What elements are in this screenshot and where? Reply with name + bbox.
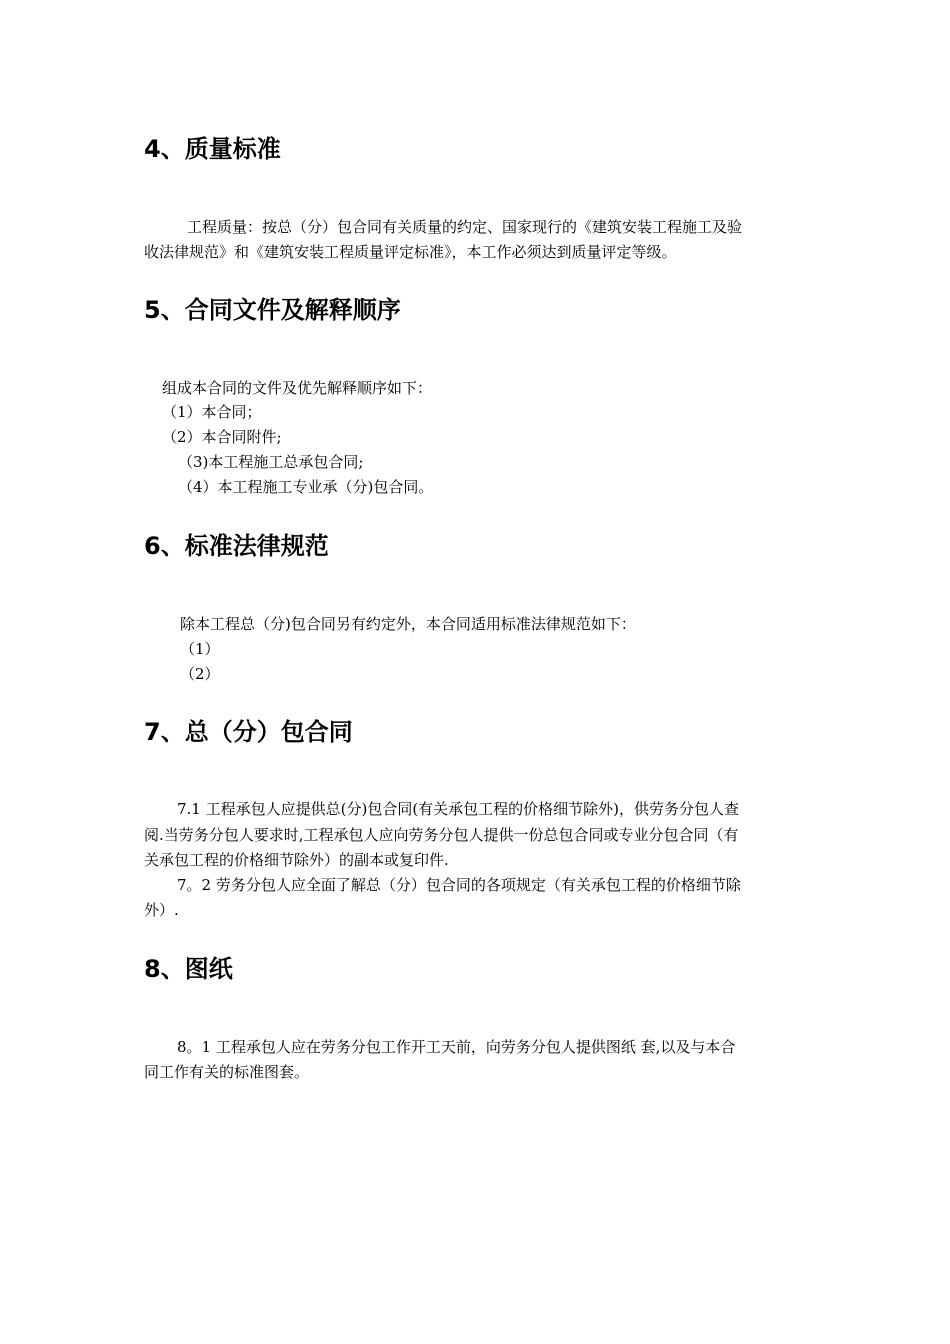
- section-6-item-1: （1）: [180, 640, 220, 658]
- section-5-item-4: （4）本工程施工专业承（分)包合同。: [178, 478, 434, 496]
- section-5-intro: 组成本合同的文件及优先解释顺序如下：: [162, 379, 433, 397]
- section-6-intro: 除本工程总（分)包合同另有约定外，本合同适用标准法律规范如下：: [180, 615, 636, 633]
- section-8-line-1: 8。1 工程承包人应在劳务分包工作开工天前，向劳务分包人提供图纸 套,以及与本合: [177, 1038, 736, 1056]
- section-7-p1-line-1: 7.1 工程承包人应提供总(分)包合同(有关承包工程的价格细节除外)，供劳务分包人查: [177, 800, 740, 818]
- section-4-line-1: 工程质量：按总（分）包合同有关质量的约定、国家现行的《建筑安装工程施工及验: [187, 218, 743, 236]
- section-7-heading: 7、总（分）包合同: [144, 718, 353, 746]
- section-7-p1-line-3: 关承包工程的价格细节除外）的副本或复印件.: [144, 851, 449, 869]
- section-7-p2-line-1: 7。2 劳务分包人应全面了解总（分）包合同的各项规定（有关承包工程的价格细节除: [177, 876, 741, 894]
- section-5-item-1: （1）本合同；: [162, 403, 262, 421]
- section-5-item-3: （3)本工程施工总承包合同;: [178, 453, 364, 471]
- section-6-item-2: （2）: [180, 665, 220, 683]
- section-6-heading: 6、标准法律规范: [144, 532, 329, 560]
- section-7-p1-line-2: 阅.当劳务分包人要求时,工程承包人应向劳务分包人提供一份总包合同或专业分包合同（有: [144, 826, 739, 844]
- section-4-line-2: 收法律规范》和《建筑安装工程质量评定标准》，本工作必须达到质量评定等级。: [144, 243, 677, 261]
- section-8-line-2: 同工作有关的标准图套。: [144, 1063, 310, 1081]
- section-8-heading: 8、图纸: [144, 955, 233, 983]
- section-4-heading: 4、质量标准: [144, 135, 281, 163]
- section-7-p2-line-2: 外）.: [144, 901, 179, 919]
- section-5-heading: 5、合同文件及解释顺序: [144, 296, 401, 324]
- section-5-item-2: （2）本合同附件;: [162, 428, 282, 446]
